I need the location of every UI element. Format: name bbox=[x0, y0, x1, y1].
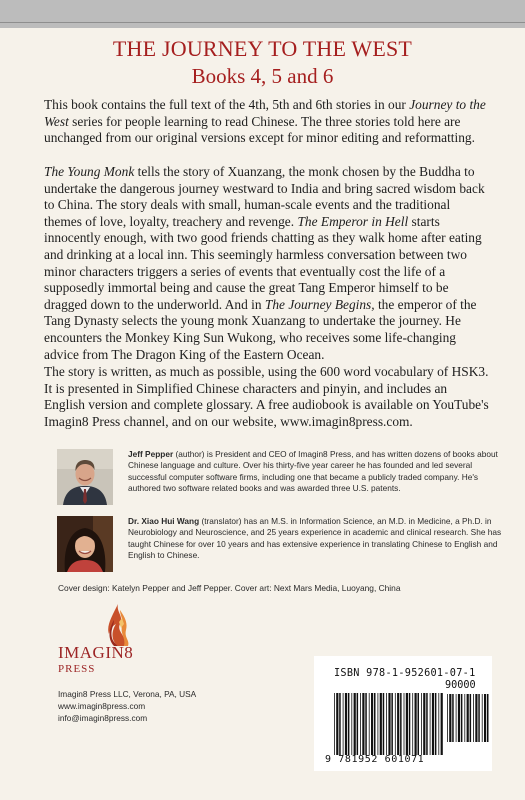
barcode-bar bbox=[406, 693, 408, 755]
barcode-bar bbox=[418, 693, 420, 755]
description-paragraph-3: The story is written, as much as possible, using the 600 word vocabulary of HSK3. It is presented in Simplified Chinese characters and pinyin, and includes an English version and complete glossary. A free audiobook is available on YouTube's Imagin8 Press channel, and on our website, www.imagin8press.com. bbox=[44, 364, 489, 429]
author-name: Jeff Pepper bbox=[128, 449, 174, 459]
barcode-bar bbox=[484, 694, 486, 742]
barcode-bar bbox=[354, 693, 356, 755]
barcode-bar bbox=[380, 693, 382, 755]
barcode-bar bbox=[478, 694, 480, 742]
barcode-bar bbox=[397, 693, 399, 755]
barcode-bar bbox=[487, 694, 489, 742]
description-paragraph-1 bbox=[44, 97, 490, 147]
barcode-bar bbox=[409, 693, 411, 755]
barcode-bar bbox=[415, 693, 417, 755]
publisher-logo-sub: PRESS bbox=[58, 663, 96, 675]
barcode-bar bbox=[426, 693, 428, 755]
publisher-contact bbox=[58, 688, 196, 724]
barcode-bar bbox=[348, 693, 350, 755]
p1-text-a: This book contains the full text of the 4th, 5th and 6th stories in our bbox=[44, 97, 410, 112]
barcode-bar bbox=[449, 694, 451, 742]
barcode-bar bbox=[374, 693, 376, 755]
barcode-bar bbox=[464, 694, 465, 742]
barcode-bar bbox=[339, 693, 341, 755]
barcode-bar bbox=[336, 693, 338, 755]
barcode-bar bbox=[412, 693, 413, 755]
barcode-bar bbox=[371, 693, 373, 755]
barcode-bar bbox=[357, 693, 359, 755]
p1-text-b: series for people learning to read Chinese. The three stories told here are unchanged from our original versions except for minor editing and reformatting. bbox=[44, 113, 475, 146]
barcode-bar bbox=[343, 693, 344, 755]
book-title: THE JOURNEY TO THE WEST bbox=[112, 36, 413, 61]
p2-text-a: tells the story of Xuanzang, the monk chosen by the Buddha to undertake the dangerous journey westward to India and bring sacred wisdom back to China. The story deals with small, human-scale events and the traditional themes of love, loyalty, treachery and revenge. bbox=[44, 164, 485, 229]
barcode-bar bbox=[435, 693, 437, 755]
top-banner bbox=[0, 0, 525, 28]
isbn-label: ISBN 978-1-952601-07-1 bbox=[334, 668, 476, 679]
barcode-bar bbox=[395, 693, 396, 755]
barcode-bar bbox=[441, 693, 443, 755]
book-title-young-monk: The Young Monk bbox=[44, 164, 135, 179]
barcode-bar bbox=[423, 693, 425, 755]
barcode-bar bbox=[458, 694, 460, 742]
description-paragraph-2 bbox=[44, 164, 490, 363]
translator-name: Dr. Xiao Hui Wang bbox=[128, 516, 200, 526]
barcode-bar bbox=[452, 694, 454, 742]
p2-text-b: starts innocently enough, with two good friends chatting as they walk home after eating and drinking at a local inn. This seemingly harmless conversation between two minor characters triggers a series of events that eventually cost the life of a supposedly immortal being and cause the great Tang Emperor himself to be dragged down to the underworld. And in bbox=[44, 213, 482, 312]
barcode-bar bbox=[365, 693, 367, 755]
publisher-logo-name: IMAGIN8 bbox=[58, 643, 134, 662]
cover-credits: Cover design: Katelyn Pepper and Jeff Pepper. Cover art: Next Mars Media, Luoyang, China bbox=[58, 583, 401, 593]
barcode-bar bbox=[383, 693, 385, 755]
barcode-bar bbox=[432, 693, 434, 755]
publisher-website: www.imagin8press.com bbox=[58, 701, 146, 711]
publisher-address: Imagin8 Press LLC, Verona, PA, USA bbox=[58, 689, 197, 699]
barcode-bar bbox=[421, 693, 422, 755]
addon-barcode bbox=[447, 694, 489, 742]
barcode-bar bbox=[404, 693, 405, 755]
translator-bio bbox=[128, 516, 502, 561]
series-title: Journey to the West bbox=[44, 97, 486, 129]
author-bio bbox=[128, 449, 502, 494]
barcode-bar bbox=[378, 693, 379, 755]
barcode-bar bbox=[430, 693, 431, 755]
top-banner-rule bbox=[0, 22, 525, 23]
barcode-bar bbox=[362, 693, 364, 755]
barcode-bar bbox=[345, 693, 347, 755]
price-code: 90000 bbox=[445, 680, 476, 691]
ean-digits: 9 781952 601071 bbox=[325, 754, 425, 765]
translator-photo bbox=[57, 516, 113, 572]
barcode-bar bbox=[467, 694, 469, 742]
barcode-bar bbox=[388, 693, 390, 755]
barcode-bar bbox=[438, 693, 439, 755]
p2-text-c: the emperor of the Tang Dynasty selects the young monk Xuanzang to undertake the journey. He encounters the Monkey King Sun Wukong, who receives some life-changing advice from The Dragon King of the Eastern Ocean. bbox=[44, 296, 477, 362]
publisher-email: info@imagin8press.com bbox=[58, 713, 148, 723]
book-subtitle: Books 4, 5 and 6 bbox=[191, 64, 334, 88]
ean-barcode bbox=[334, 693, 444, 755]
barcode-bar bbox=[475, 694, 477, 742]
barcode-bar bbox=[447, 694, 448, 742]
author-bio-text: (author) is President and CEO of Imagin8 Press, and has written dozens of books about Chinese language and culture. Over his thirty-five year career he has founded and led several successful computer software firms, including one that became a publicly traded company. He's authored two software related books and was awarded three U.S. patents. bbox=[128, 449, 498, 493]
barcode-bar bbox=[400, 693, 402, 755]
author-photo bbox=[57, 449, 113, 505]
barcode-bar bbox=[391, 693, 393, 755]
book-title-journey-begins: The Journey Begins, bbox=[264, 296, 375, 312]
book-title-emperor-in-hell: The Emperor in Hell bbox=[297, 213, 409, 229]
barcode-bar bbox=[360, 693, 361, 755]
barcode-bar bbox=[386, 693, 387, 755]
barcode-bar bbox=[482, 694, 483, 742]
barcode-bar bbox=[351, 693, 352, 755]
barcode-bar bbox=[470, 694, 472, 742]
barcode-bar bbox=[461, 694, 463, 742]
barcode-bar bbox=[334, 693, 335, 755]
barcode-bar bbox=[456, 694, 457, 742]
translator-bio-text: (translator) has an M.S. in Information Science, an M.D. in Medicine, a Ph.D. in Neurobiology and Neuroscience, and 25 years experience in academic and clinical research. She has taught Chinese for over 10 years and has extensive experience in translating Chinese to English and English to Chinese. bbox=[128, 516, 502, 560]
barcode-bar bbox=[473, 694, 474, 742]
barcode-bar bbox=[369, 693, 370, 755]
